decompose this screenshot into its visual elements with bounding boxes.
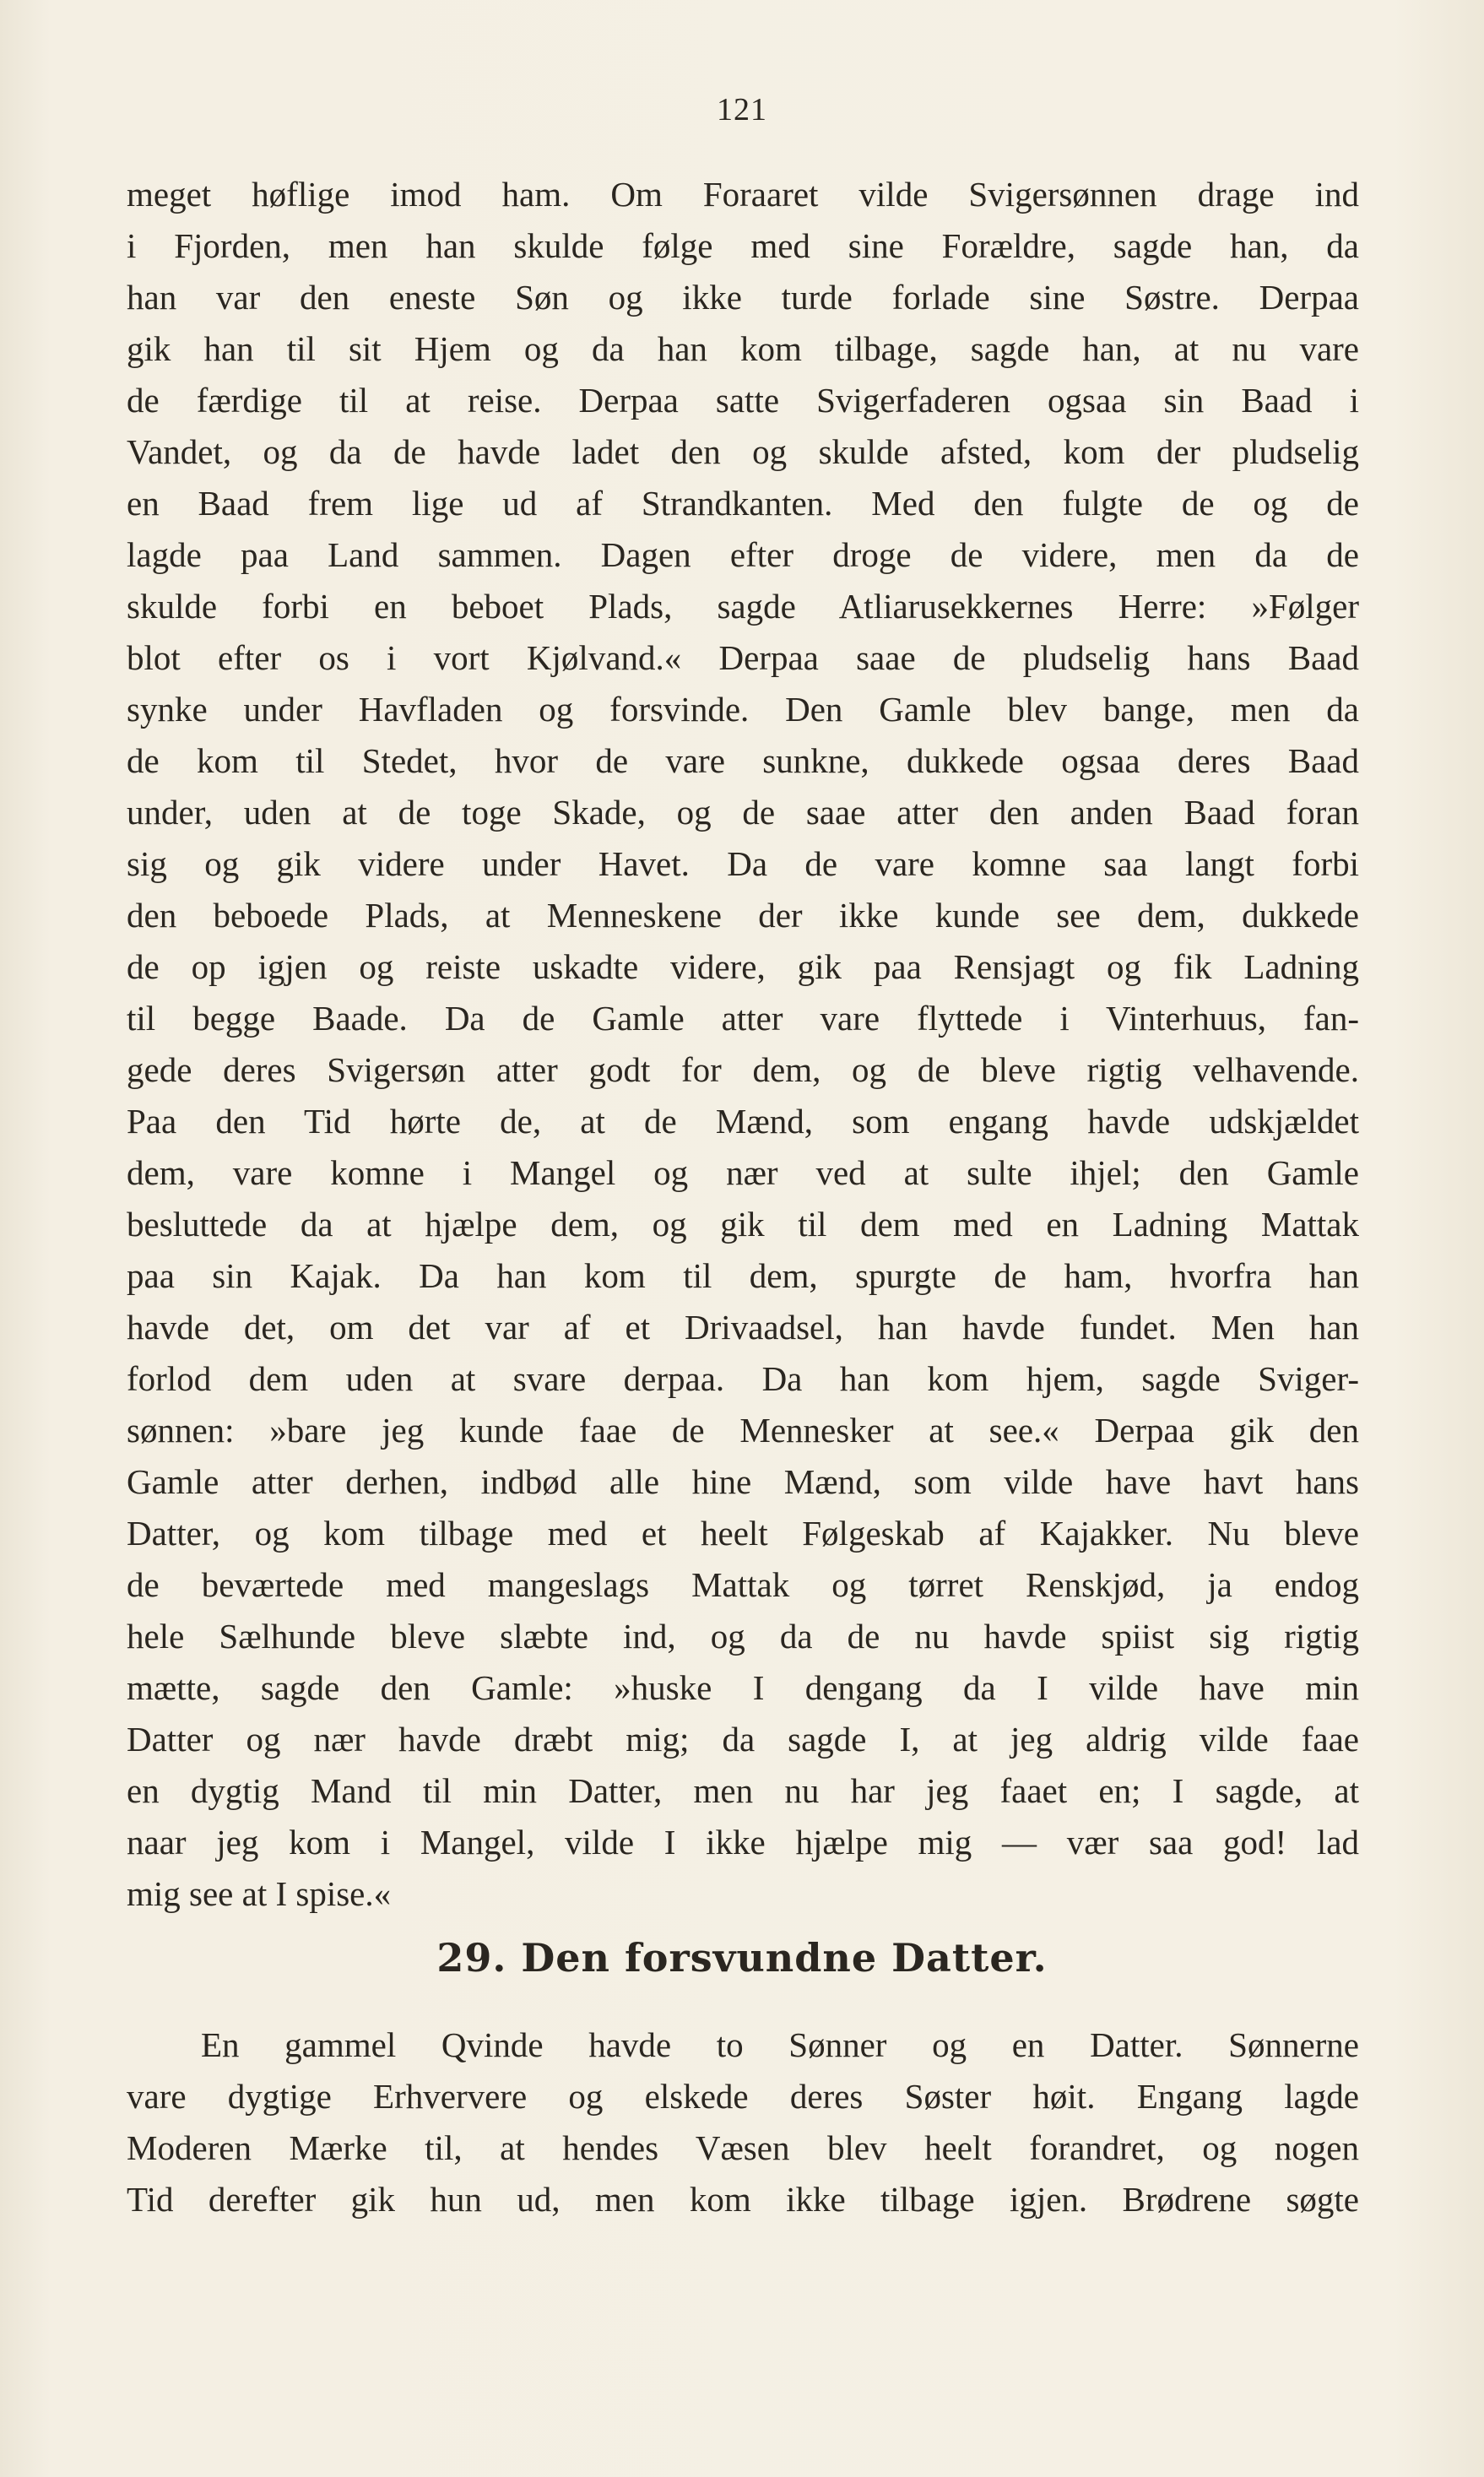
text-line: de færdige til at reise. Derpaa satte Svigerfaderen ogsaa sin Baad i (127, 381, 1359, 420)
text-line: Moderen Mærke til, at hendes Væsen blev heelt forandret, og nogen (127, 2128, 1359, 2167)
text-line: Datter og nær havde dræbt mig; da sagde I, at jeg aldrig vilde faae (127, 1720, 1359, 1759)
text-line: gik han til sit Hjem og da han kom tilbage, sagde han, at nu vare (127, 329, 1359, 368)
text-line: paa sin Kajak. Da han kom til dem, spurgte de ham, hvorfra han (127, 1256, 1359, 1295)
text-line: de beværtede med mangeslags Mattak og tørret Renskjød, ja endog (127, 1565, 1359, 1604)
text-line: sig og gik videre under Havet. Da de vare komne saa langt forbi (127, 844, 1359, 883)
text-line: i Fjorden, men han skulde følge med sine Forældre, sagde han, da (127, 226, 1359, 265)
text-line: hele Sælhunde bleve slæbte ind, og da de nu havde spiist sig rigtig (127, 1617, 1359, 1656)
chapter-heading: 29. Den forsvundne Datter. (436, 1935, 1048, 1981)
text-line: havde det, om det var af et Drivaadsel, han havde fundet. Men han (127, 1308, 1359, 1347)
text-line: En gammel Qvinde havde to Sønner og en Datter. Sønnerne (201, 2025, 1359, 2064)
text-line: mig see at I spise.« (127, 1874, 392, 1913)
text-line: besluttede da at hjælpe dem, og gik til dem med en Ladning Mattak (127, 1205, 1359, 1244)
text-line: den beboede Plads, at Menneskene der ikke kunde see dem, dukkede (127, 896, 1359, 935)
text-line: de kom til Stedet, hvor de vare sunkne, dukkede ogsaa deres Baad (127, 741, 1359, 780)
text-line: han var den eneste Søn og ikke turde forlade sine Søstre. Derpaa (127, 278, 1359, 317)
text-block-section-28 (127, 169, 1359, 1920)
text-line: en dygtig Mand til min Datter, men nu har jeg faaet en; I sagde, at (127, 1771, 1359, 1810)
text-block-section-29 (127, 2019, 1359, 2225)
text-line: meget høflige imod ham. Om Foraaret vilde Svigersønnen drage ind (127, 175, 1359, 214)
text-line: under, uden at de toge Skade, og de saae atter den anden Baad foran (127, 793, 1359, 832)
text-line: naar jeg kom i Mangel, vilde I ikke hjælpe mig — vær saa god! lad (127, 1823, 1359, 1862)
text-line: vare dygtige Erhververe og elskede deres Søster høit. Engang lagde (127, 2077, 1359, 2116)
text-line: lagde paa Land sammen. Dagen efter droge de videre, men da de (127, 535, 1359, 574)
text-line: dem, vare komne i Mangel og nær ved at sulte ihjel; den Gamle (127, 1153, 1359, 1192)
text-line: de op igjen og reiste uskadte videre, gik paa Rensjagt og fik Ladning (127, 947, 1359, 986)
text-line: Paa den Tid hørte de, at de Mænd, som engang havde udskjældet (127, 1102, 1359, 1141)
text-line: synke under Havfladen og forsvinde. Den Gamle blev bange, men da (127, 690, 1359, 729)
text-line: til begge Baade. Da de Gamle atter vare flyttede i Vinterhuus, fan- (127, 999, 1359, 1038)
text-line: forlod dem uden at svare derpaa. Da han kom hjem, sagde Sviger- (127, 1359, 1359, 1398)
text-line: Vandet, og da de havde ladet den og skulde afsted, kom der pludselig (127, 432, 1359, 471)
text-line: mætte, sagde den Gamle: »huske I dengang da I vilde have min (127, 1668, 1359, 1707)
text-line: sønnen: »bare jeg kunde faae de Mennesker at see.« Derpaa gik den (127, 1411, 1359, 1450)
text-line: Datter, og kom tilbage med et heelt Følgeskab af Kajakker. Nu bleve (127, 1514, 1359, 1553)
text-line: en Baad frem lige ud af Strandkanten. Med den fulgte de og de (127, 484, 1359, 523)
text-line: gede deres Svigersøn atter godt for dem, og de bleve rigtig velhavende. (127, 1050, 1359, 1089)
text-line: Tid derefter gik hun ud, men kom ikke tilbage igjen. Brødrene søgte (127, 2180, 1359, 2219)
page-number: 121 (717, 92, 767, 127)
text-line: blot efter os i vort Kjølvand.« Derpaa saae de pludselig hans Baad (127, 638, 1359, 677)
text-line: skulde forbi en beboet Plads, sagde Atliarusekkernes Herre: »Følger (127, 587, 1359, 626)
text-line: Gamle atter derhen, indbød alle hine Mænd, som vilde have havt hans (127, 1462, 1359, 1501)
